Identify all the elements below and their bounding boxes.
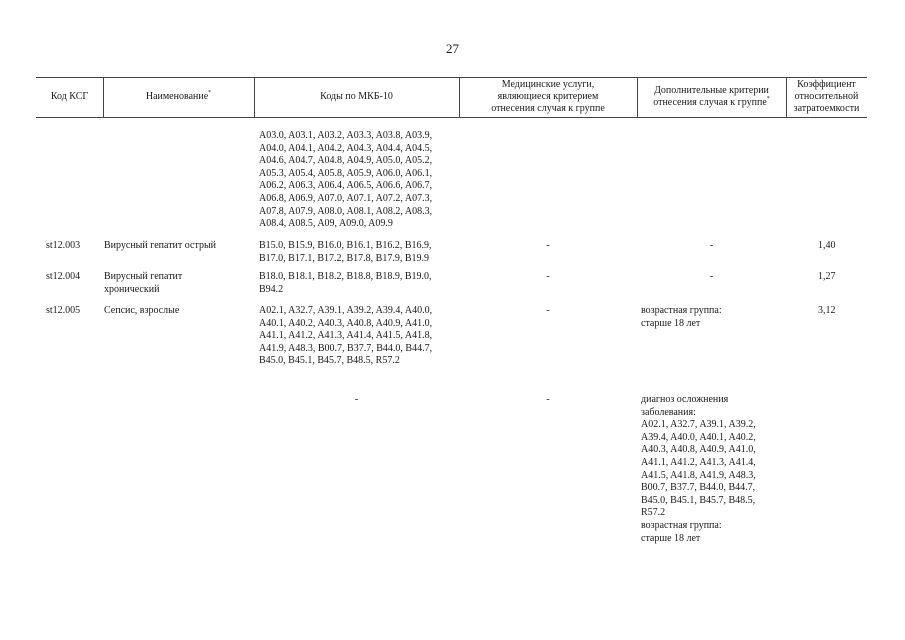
table-row-code: st12.004	[46, 271, 81, 282]
table-row-coefficient: 3,12	[818, 305, 836, 316]
header-name: Наименование*	[145, 89, 212, 102]
table-row-mkb-codes: B18.0, B18.1, B18.2, B18.8, B18.9, B19.0, B94.2	[259, 271, 432, 295]
table-row-criteria: -	[709, 240, 714, 251]
table-row-services: -	[546, 394, 550, 405]
table-row-name: Вирусный гепатит хронический	[104, 271, 183, 295]
table-row-services: -	[546, 271, 550, 282]
header-code: Код КСГ	[50, 90, 89, 102]
footnote-mark: *	[766, 96, 770, 102]
header-services: Медицинские услуги, являющиеся критерием отнесения случая к группе	[491, 78, 605, 115]
table-row-criteria: -	[709, 271, 714, 282]
table-row-mkb-codes: A02.1, A32.7, A39.1, A39.2, A39.4, A40.0, A40.1, A40.2, A40.3, A40.8, A40.9, A41.0, A41.1, A41.2, A41.3, A41.4, A41.5, A41.8, A41.9, A48.3, B00.7, B37.7, B44.0, B44.7, B45.0, B45.1, B45.7, B48.5, R57.2	[259, 305, 433, 367]
footnote-mark: *	[208, 89, 212, 96]
table-row-mkb-codes: A03.0, A03.1, A03.2, A03.3, A03.8, A03.9, A04.0, A04.1, A04.2, A04.3, A04.4, A04.5, A04.6, A04.7, A04.8, A04.9, A05.0, A05.2, A05.3, A05.4, A05.8, A05.9, A06.0, A06.1, A06.2, A06.3, A06.4, A06.5, A06.6, A06.7, A06.8, A06.9, A07.0, A07.1, A07.2, A07.3, A07.8, A07.9, A08.0, A08.1, A08.2, A08.3, A08.4, A08.5, A09, A09.0, A09.9	[259, 130, 433, 230]
table-row-criteria: диагноз осложнения заболевания: A02.1, A32.7, A39.1, A39.2, A39.4, A40.0, A40.1, A40.2, A40.3, A40.8, A40.9, A41.0, A41.1, A41.2, A41.3, A41.4, A41.5, A41.8, A41.9, A48.3, B00.7, B37.7, B44.0, B44.7, B45.0, B45.1, B45.7, B48.5, R57.2 возрастная группа: старше 18 лет	[641, 394, 756, 544]
table-row-criteria: возрастная группа: старше 18 лет	[641, 305, 722, 329]
table-row-coefficient: 1,40	[818, 240, 836, 251]
header-bottom-rule	[36, 117, 867, 118]
table-row-code: st12.005	[46, 305, 81, 316]
page-number: 27	[446, 41, 459, 56]
table-row-mkb-codes: -	[354, 394, 359, 405]
header-coefficient: Коэффициент относительной затратоемкости	[793, 78, 860, 115]
table-row-name: Сепсис, взрослые	[104, 305, 180, 316]
header-criteria: Дополнительные критерии отнесения случая к группе*	[653, 84, 770, 108]
table-row-name: Вирусный гепатит острый	[104, 240, 217, 251]
table-row-services: -	[546, 305, 550, 316]
header-mkb: Коды по МКБ-10	[320, 90, 393, 102]
table-row-services: -	[546, 240, 550, 251]
table-row-coefficient: 1,27	[818, 271, 836, 282]
table-row-code: st12.003	[46, 240, 81, 251]
table-row-mkb-codes: B15.0, B15.9, B16.0, B16.1, B16.2, B16.9, B17.0, B17.1, B17.2, B17.8, B17.9, B19.9	[259, 240, 432, 264]
